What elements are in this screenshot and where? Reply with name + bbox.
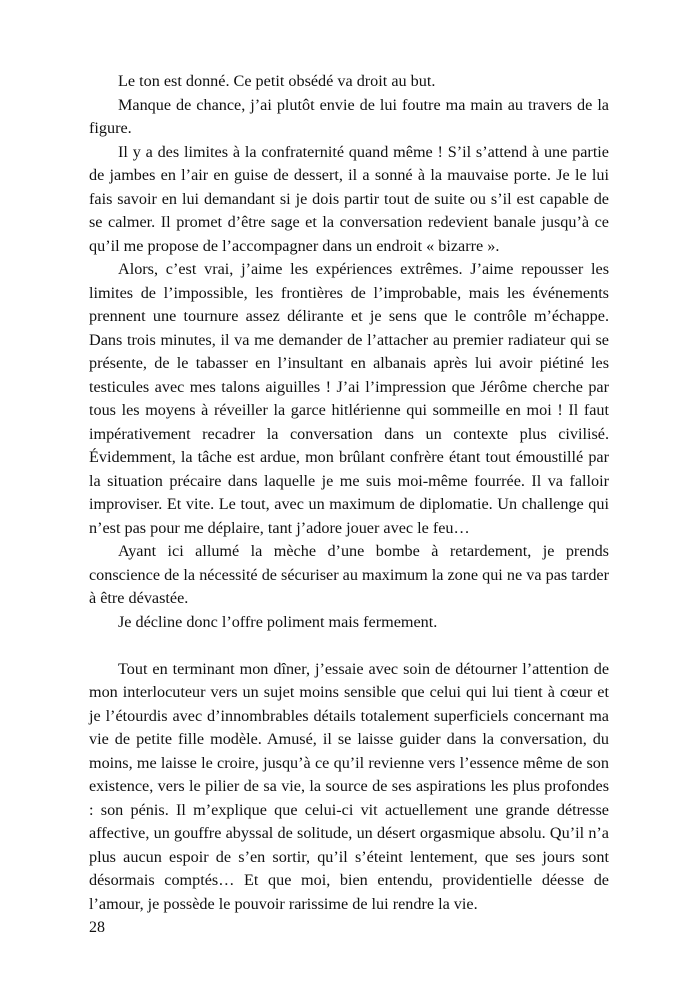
section-break [89,634,609,658]
paragraph: Il y a des limites à la confraternité quand même ! S’il s’attend à une partie de jambes en l’air en guise de dessert, il a sonné à la mauvaise porte. Je le lui fais savoir en lui demandant si je dois partir tout de suite ou s’il est capable de se calmer. Il promet d’être sage et la conversation redevient banale jusqu’à ce qu’il me propose de l’accompagner dans un endroit « bizarre ». [89,142,609,255]
paragraph: Alors, c’est vrai, j’aime les expériences extrêmes. J’aime repousser les limites de l’impossible, les frontières de l’improbable, mais les événements prennent une tournure assez délirante et je sens que le contrôle m’échappe. Dans trois minutes, il va me demander de l’attacher au premier radiateur qui se présente, de le tabasser en l’insultant en albanais après lui avoir piétiné les testicules avec mes talons aiguilles ! J’ai l’impression que Jérôme cherche par tous les moyens à réveiller la garce hitlérienne qui sommeille en moi ! Il faut impérativement recadrer la conversation dans un contexte plus civilisé. Évidemment, la tâche est ardue, mon brûlant confrère étant tout émoustillé par la situation précaire dans laquelle je me suis moi-même fourrée. Il va falloir improviser. Et vite. Le tout, avec un maximum de diplomatie. Un challenge qui n’est pas pour me déplaire, tant j’adore jouer avec le feu… [89,260,609,537]
page-body [89,70,609,916]
paragraph: Manque de chance, j’ai plutôt envie de lui foutre ma main au travers de la figure. [89,95,609,137]
paragraph: Ayant ici allumé la mèche d’une bombe à retardement, je prends conscience de la nécessité de sécuriser au maximum la zone qui ne va pas tarder à être dévastée. [89,542,609,607]
paragraph: Tout en terminant mon dîner, j’essaie avec soin de détourner l’attention de mon interlocuteur vers un sujet moins sensible que celui qui lui tient à cœur et je l’étourdis avec d’innombrables détails totalement superficiels concernant ma vie de petite fille modèle. Amusé, il se laisse guider dans la conversation, du moins, me laisse le croire, jusqu’à ce qu’il revienne vers l’essence même de son existence, vers le pilier de sa vie, la source de ses aspirations les plus profondes : son pénis. Il m’explique que celui-ci vit actuellement une grande détresse affective, un gouffre abyssal de solitude, un désert orgasmique absolu. Qu’il n’a plus aucun espoir de s’en sortir, qu’il s’éteint lentement, que ses jours sont désormais comptés… Et que moi, bien entendu, providentielle déesse de l’amour, je possède le pouvoir rarissime de lui rendre la vie. [89,659,609,913]
paragraph: Le ton est donné. Ce petit obsédé va droit au but. [118,72,436,90]
paragraph: Je décline donc l’offre poliment mais fermement. [118,612,438,631]
page-number: 28 [89,919,105,936]
